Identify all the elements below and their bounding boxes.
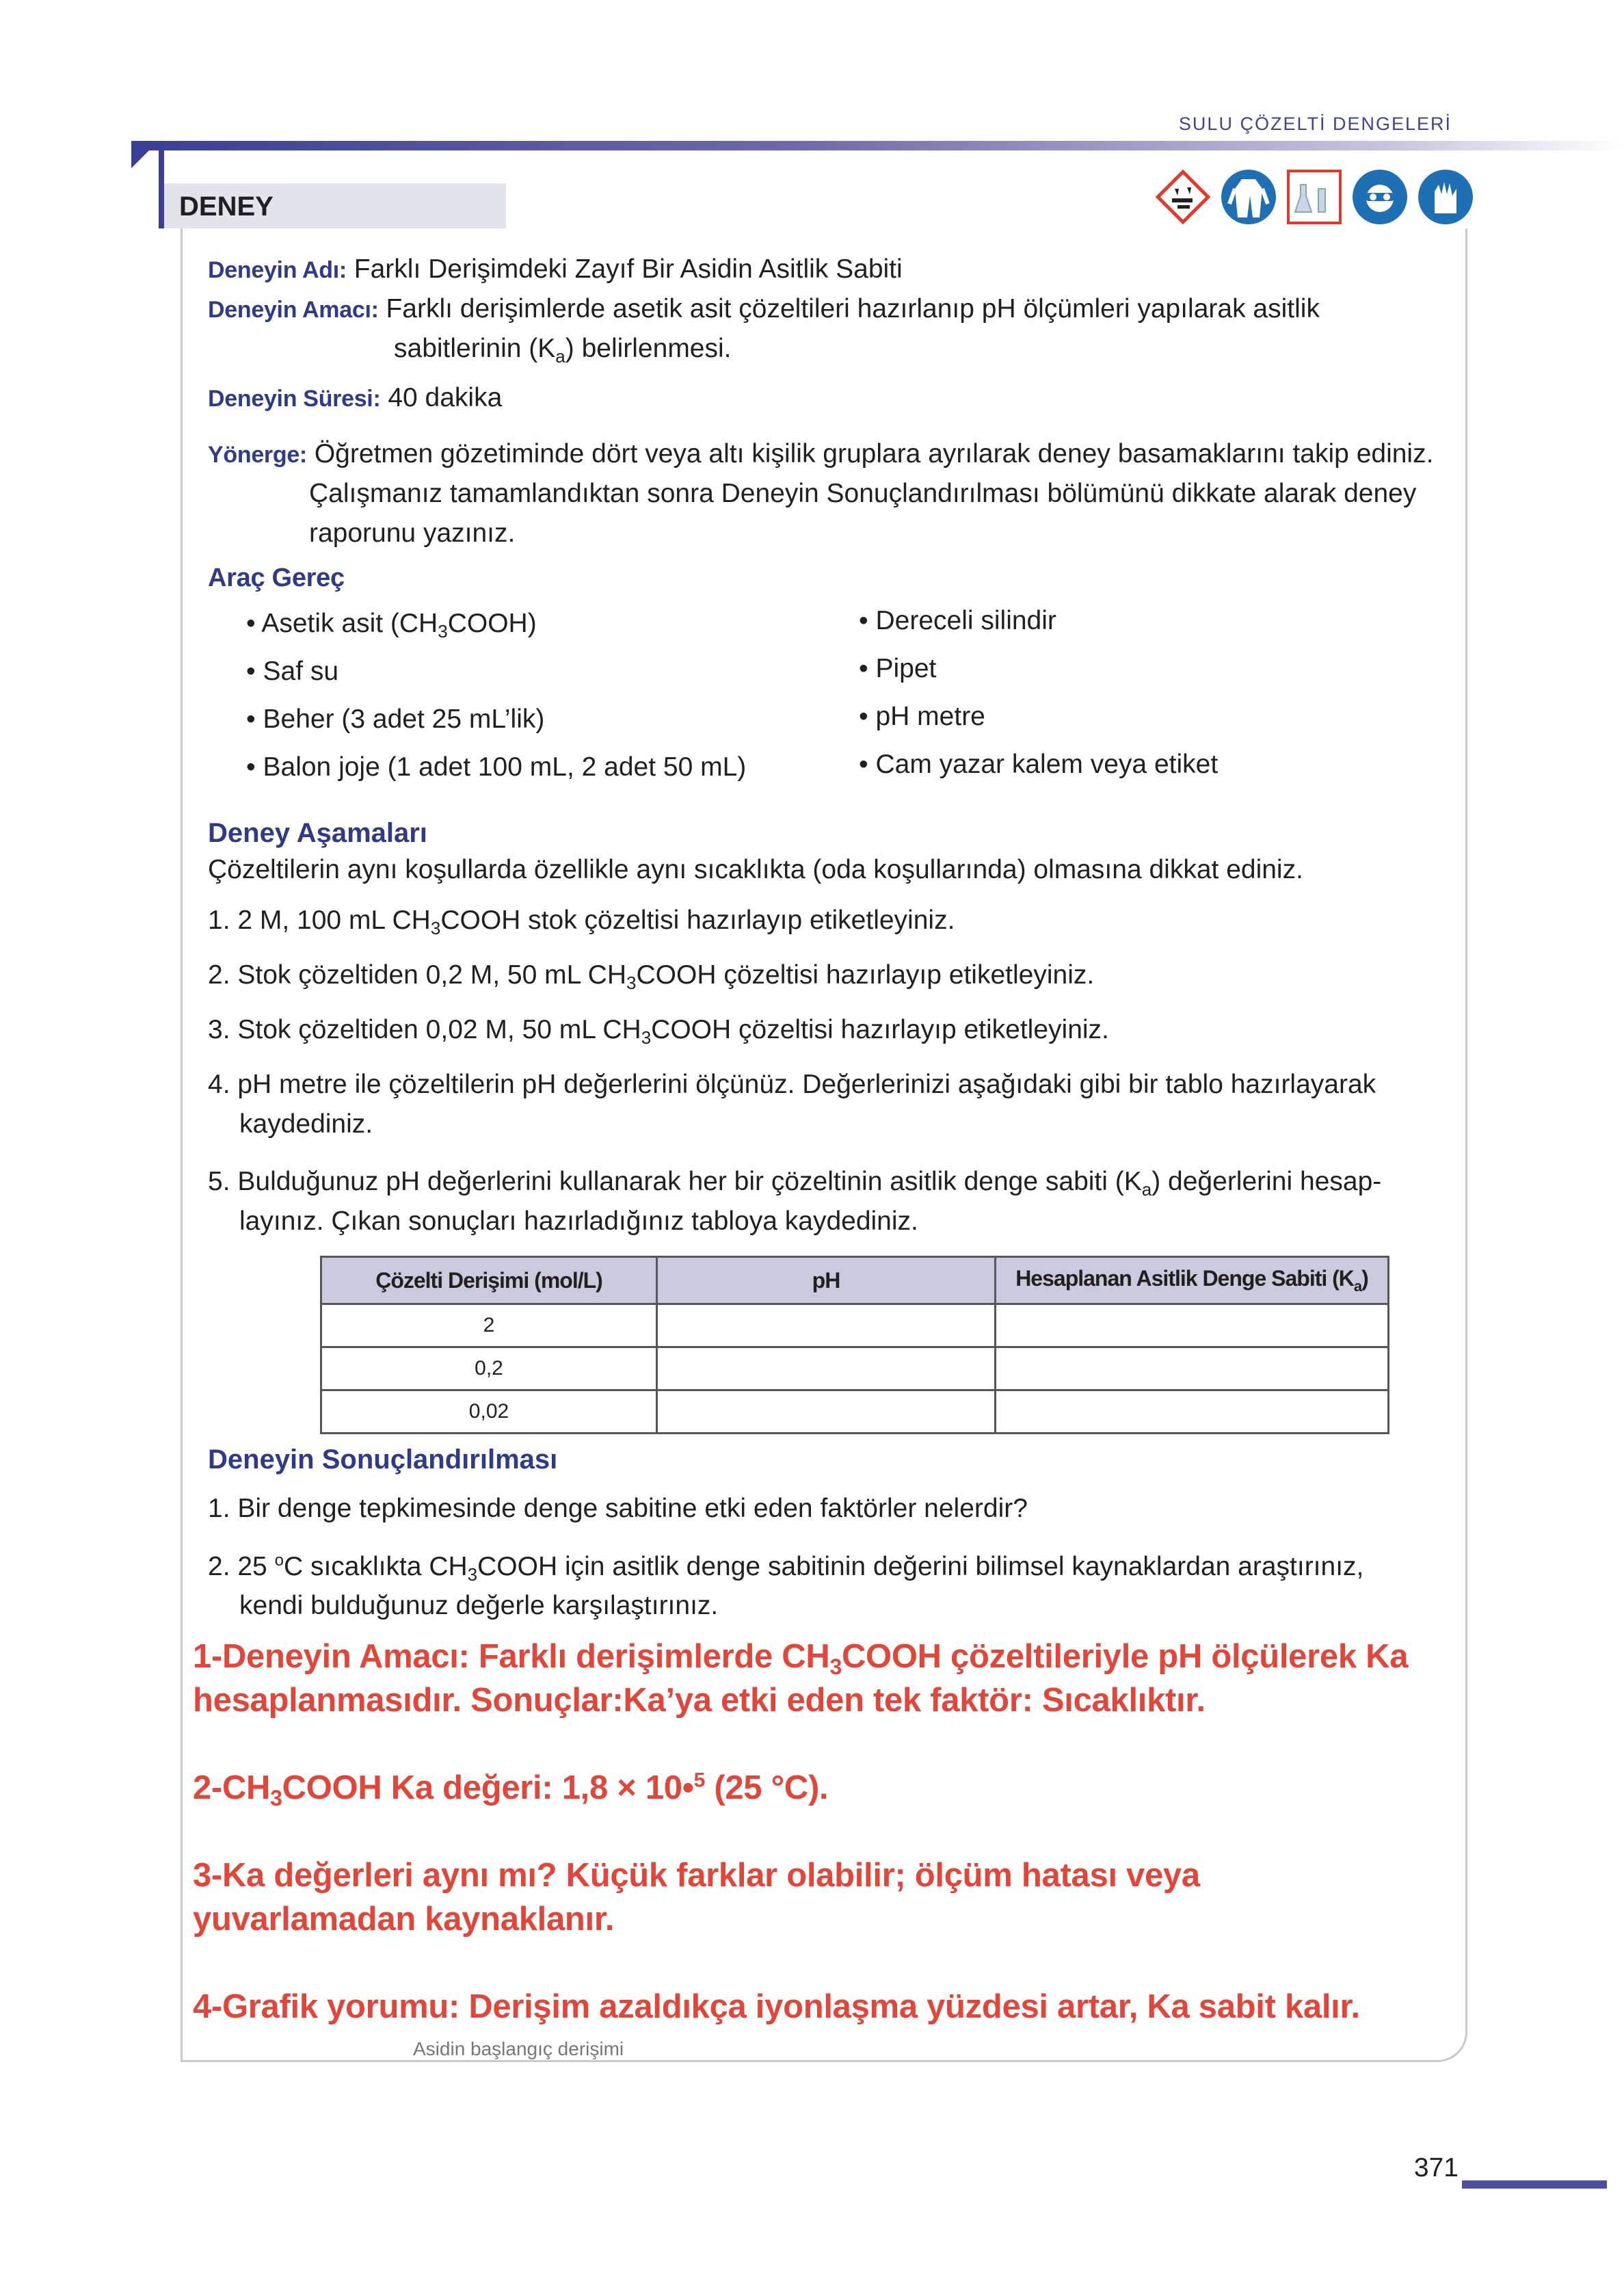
equipment-item-cylinder: • Dereceli silindir — [859, 606, 1056, 635]
table-cell-ka[interactable] — [996, 1347, 1389, 1390]
equipment-item1-pre: • Asetik asit (CH — [246, 609, 438, 638]
q2-pre: 2. 25 — [208, 1552, 275, 1581]
answer-2-sup: 5 — [693, 1769, 706, 1792]
directive-label: Yönerge: — [208, 442, 307, 468]
page-number: 371 — [1413, 2153, 1459, 2182]
safety-icons — [1154, 168, 1474, 228]
tab-accent-bar — [159, 141, 164, 228]
table-col-ka — [996, 1257, 1389, 1304]
purpose-line2-post: ) belirlenmesi. — [565, 334, 732, 363]
table-cell-concentration: 0,02 — [321, 1390, 657, 1434]
step-2 — [208, 960, 1094, 994]
table-cell-concentration: 0,2 — [321, 1347, 657, 1390]
directive-line1: Öğretmen gözetiminde dört veya altı kişilik gruplara ayrılarak deney basamaklarını takip ediniz. — [314, 439, 1434, 468]
protective-gloves-icon — [1417, 168, 1474, 226]
steps-intro: Çözeltilerin aynı koşullarda özellikle aynı sıcaklıkta (oda koşullarında) olmasına dikkat ediniz. — [208, 855, 1303, 884]
equipment-item1-sub: 3 — [438, 621, 448, 642]
step-5-line1 — [208, 1167, 1381, 1200]
answer-1-post: COOH çözeltileriyle pH ölçülerek Ka — [841, 1638, 1409, 1675]
results-table — [320, 1256, 1389, 1434]
q2-post: COOH için asitlik denge sabitinin değerini bilimsel kaynaklardan araştırınız, — [477, 1552, 1364, 1581]
lab-coat-icon — [1220, 168, 1277, 226]
answer-3-line2: yuvarlamadan kaynaklanır. — [193, 1901, 615, 1938]
table-cell-ph[interactable] — [657, 1347, 996, 1390]
conclusion-question-1: 1. Bir denge tepkimesinde denge sabitine etki eden faktörler nelerdir? — [208, 1494, 1028, 1523]
answer-1-sub: 3 — [829, 1654, 842, 1679]
table-row — [321, 1347, 1389, 1390]
steps-title: Deney Aşamaları — [208, 818, 427, 848]
answer-2-post: (25 °C). — [705, 1769, 829, 1806]
table-cell-ka[interactable] — [996, 1304, 1389, 1347]
step-3-sub: 3 — [641, 1027, 652, 1048]
q2-mid: C sıcaklıkta CH — [283, 1552, 468, 1581]
step-1-pre: 1. 2 M, 100 mL CH — [208, 906, 431, 935]
step-2-sub: 3 — [626, 973, 637, 993]
experiment-purpose-row — [208, 294, 1320, 324]
answer-2-mid: COOH Ka değeri: 1,8 × 10• — [282, 1769, 694, 1806]
equipment-item-acetic-acid — [246, 609, 537, 642]
header-bar — [131, 141, 1624, 150]
equipment-item-flask: • Balon joje (1 adet 100 mL, 2 adet 50 mL) — [246, 752, 747, 782]
step-3 — [208, 1015, 1109, 1048]
purpose-line2-sub: a — [555, 346, 565, 367]
section-tab — [164, 183, 506, 228]
directive-line3: raporunu yazınız. — [309, 518, 516, 548]
experiment-name-value: Farklı Derişimdeki Zayıf Bir Asidin Asitlik Sabiti — [354, 254, 903, 284]
answer-4: 4-Grafik yorumu: Derişim azaldıkça iyonlaşma yüzdesi artar, Ka sabit kalır. — [193, 1988, 1360, 2025]
table-col-ka-post: ) — [1361, 1265, 1368, 1291]
table-cell-ph[interactable] — [657, 1390, 996, 1434]
table-cell-ka[interactable] — [996, 1390, 1389, 1434]
chapter-title: SULU ÇÖZELTİ DENGELERİ — [1178, 114, 1452, 134]
experiment-duration-value: 40 dakika — [388, 383, 503, 412]
answer-2-sub: 3 — [270, 1786, 282, 1810]
step-5-sub: a — [1141, 1179, 1152, 1200]
section-tab-label: DENEY — [179, 192, 274, 222]
equipment-item1-post: COOH) — [447, 609, 537, 638]
header-corner — [131, 141, 159, 168]
step-3-pre: 3. Stok çözeltiden 0,02 M, 50 mL CH — [208, 1015, 641, 1044]
equipment-item-beaker: • Beher (3 adet 25 mL’lik) — [246, 704, 545, 734]
directive-line2: Çalışmanız tamamlandıktan sonra Deneyin Sonuçlandırılması bölümünü dikkate alarak deney — [309, 479, 1417, 508]
equipment-item-pipette: • Pipet — [859, 654, 937, 683]
table-row — [321, 1390, 1389, 1434]
corrosive-hazard-icon — [1154, 168, 1212, 226]
step-1 — [208, 906, 955, 939]
lab-glassware-icon — [1286, 168, 1343, 226]
step-5-line2: layınız. Çıkan sonuçları hazırladığınız tabloya kaydediniz. — [239, 1206, 918, 1236]
purpose-line2-pre: sabitlerinin (K — [394, 334, 556, 363]
q2-degree: o — [274, 1551, 284, 1570]
equipment-item-water: • Saf su — [246, 657, 339, 686]
answer-1-pre: 1-Deneyin Amacı: Farklı derişimlerde CH — [193, 1638, 830, 1675]
conclusion-title: Deneyin Sonuçlandırılması — [208, 1444, 558, 1475]
answer-2-pre: 2-CH — [193, 1769, 271, 1806]
table-cell-ph[interactable] — [657, 1304, 996, 1347]
page-number-bar — [1462, 2180, 1607, 2189]
equipment-item-ph-meter: • pH metre — [859, 702, 985, 731]
step-4-line1: 4. pH metre ile çözeltilerin pH değerlerini ölçünüz. Değerlerinizi aşağıdaki gibi bir tablo hazırlayarak — [208, 1070, 1376, 1099]
q2-sub: 3 — [467, 1564, 478, 1585]
conclusion-question-2 — [208, 1551, 1363, 1585]
experiment-duration-label: Deneyin Süresi: — [208, 386, 381, 412]
step-2-post: COOH çözeltisi hazırlayıp etiketleyiniz. — [636, 960, 1095, 990]
experiment-purpose-label: Deneyin Amacı: — [208, 297, 379, 323]
step-1-sub: 3 — [430, 918, 441, 938]
step-1-post: COOH stok çözeltisi hazırlayıp etiketleyiniz. — [440, 906, 955, 935]
experiment-purpose-line1: Farklı derişimlerde asetik asit çözeltileri hazırlanıp pH ölçümleri yapılarak asitlik — [386, 294, 1320, 324]
answer-1-line2: hesaplanmasıdır. Sonuçlar:Ka’ya etki eden tek faktör: Sıcaklıktır. — [193, 1682, 1206, 1719]
conclusion-question-2-line2: kendi bulduğunuz değerle karşılaştırınız. — [239, 1591, 719, 1620]
table-col-ka-sub: a — [1353, 1277, 1362, 1295]
equipment-item-marker: • Cam yazar kalem veya etiket — [859, 750, 1219, 779]
step-5-post: ) değerlerini hesap- — [1152, 1167, 1382, 1196]
table-cell-concentration: 2 — [321, 1304, 657, 1347]
step-2-pre: 2. Stok çözeltiden 0,2 M, 50 mL CH — [208, 960, 627, 990]
directive-row — [208, 439, 1433, 469]
answer-2 — [193, 1769, 828, 1811]
partial-hidden-text: Asidin başlangıç derişimi — [413, 2038, 624, 2059]
table-col-ka-pre: Hesaplanan Asitlik Denge Sabiti (K — [1015, 1265, 1354, 1291]
table-row — [321, 1304, 1389, 1347]
step-3-post: COOH çözeltisi hazırlayıp etiketleyiniz. — [651, 1015, 1109, 1044]
experiment-name-row — [208, 254, 903, 285]
table-header-row — [321, 1257, 1389, 1304]
table-col-concentration: Çözelti Derişimi (mol/L) — [321, 1257, 657, 1304]
safety-goggles-icon — [1351, 168, 1409, 226]
experiment-duration-row — [208, 383, 502, 413]
answer-1-line1 — [193, 1637, 1408, 1680]
experiment-name-label: Deneyin Adı: — [208, 257, 347, 283]
answer-3-line1: 3-Ka değerleri aynı mı? Küçük farklar olabilir; ölçüm hatası veya — [193, 1857, 1200, 1894]
step-5-pre: 5. Bulduğunuz pH değerlerini kullanarak her bir çözeltinin asitlik denge sabiti (K — [208, 1167, 1142, 1196]
experiment-purpose-line2 — [394, 334, 732, 367]
step-4-line2: kaydediniz. — [239, 1109, 373, 1139]
equipment-title: Araç Gereç — [208, 564, 345, 592]
table-col-ph: pH — [657, 1257, 996, 1304]
